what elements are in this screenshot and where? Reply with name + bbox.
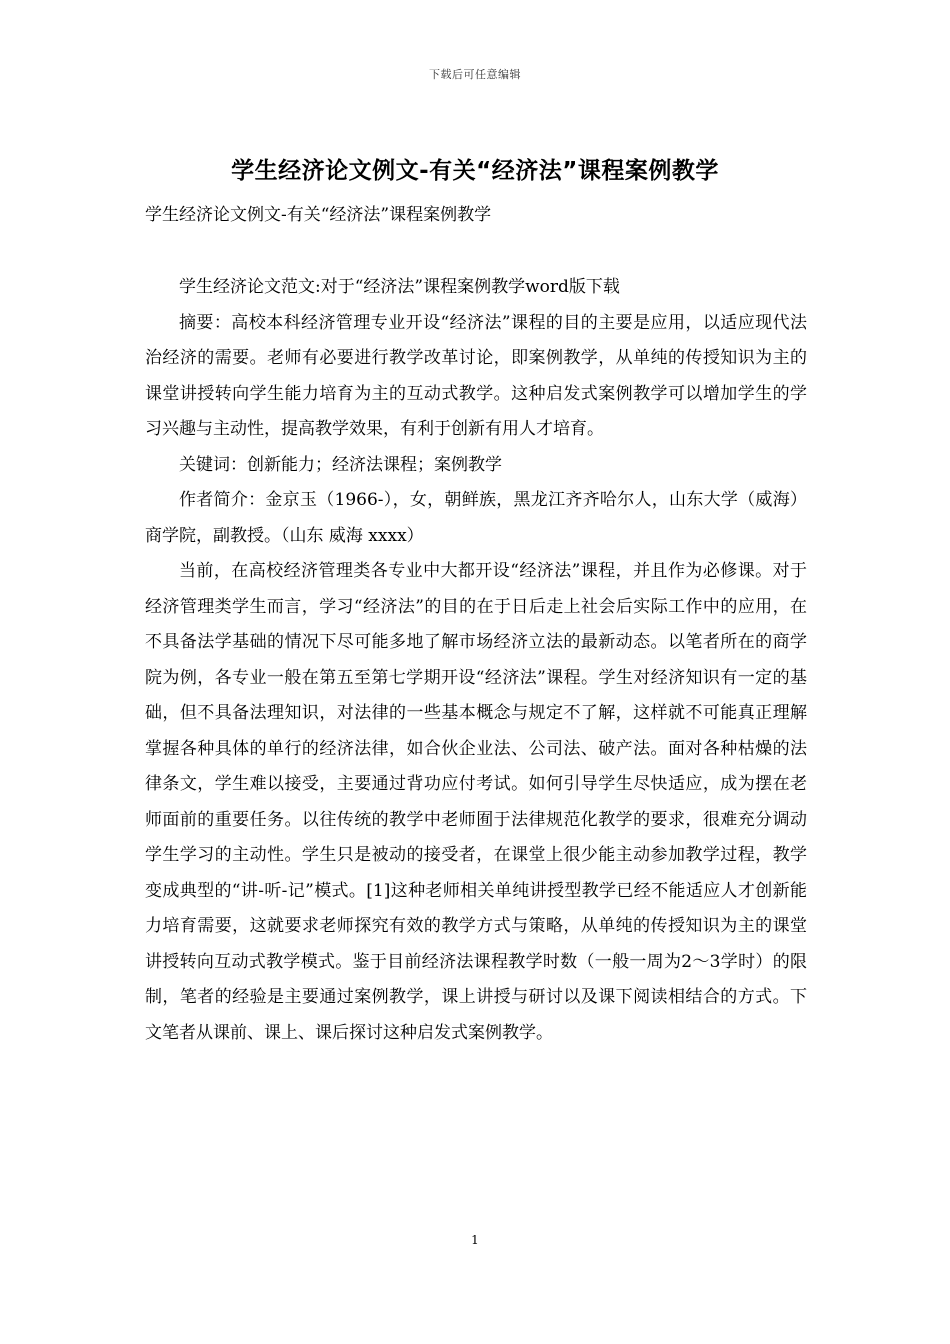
document-subtitle: 学生经济论文例文-有关“经济法”课程案例教学 bbox=[145, 205, 492, 225]
page-number: 1 bbox=[471, 1233, 479, 1247]
paragraph-abstract: 摘要：高校本科经济管理专业开设“经济法”课程的目的主要是应用，以适应现代法治经济的需要。老师有必要进行教学改革讨论，即案例教学，从单纯的传授知识为主的课堂讲授转向学生能力培育为主的互动式教学。这种启发式案例教学可以增加学生的学习兴趣与主动性，提高教学效果，有利于创新有用人才培育。 bbox=[145, 312, 807, 439]
paragraph-author: 作者简介：金京玉（1966-），女，朝鲜族，黑龙江齐齐哈尔人，山东大学（威海）商学院，副教授。（山东 威海 xxxx） bbox=[145, 490, 807, 546]
paragraph-source: 学生经济论文范文:对于“经济法”课程案例教学word版下载 bbox=[179, 277, 620, 297]
document-title: 学生经济论文例文-有关“经济法”课程案例教学 bbox=[231, 158, 719, 184]
document-body bbox=[145, 270, 807, 1051]
paragraph-main: 当前，在高校经济管理类各专业中大都开设“经济法”课程，并且作为必修课。对于经济管理类学生而言，学习“经济法”的目的在于日后走上社会后实际工作中的应用，在不具备法学基础的情况下尽可能多地了解市场经济立法的最新动态。以笔者所在的商学院为例，各专业一般在第五至第七学期开设“经济法”课程。学生对经济知识有一定的基础，但不具备法理知识，对法律的一些基本概念与规定不了解，这样就不可能真正理解掌握各种具体的单行的经济法律，如合伙企业法、公司法、破产法。面对各种枯燥的法律条文，学生难以接受，主要通过背功应付考试。如何引导学生尽快适应，成为摆在老师面前的重要任务。以往传统的教学中老师囿于法律规范化教学的要求，很难充分调动学生学习的主动性。学生只是被动的接受者，在课堂上很少能主动参加教学过程，教学变成典型的“讲-听-记”模式。[1]这种老师相关单纯讲授型教学已经不能适应人才创新能力培育需要，这就要求老师探究有效的教学方式与策略，从单纯的传授知识为主的课堂讲授转向互动式教学模式。鉴于目前经济法课程教学时数（一般一周为2～3学时）的限制，笔者的经验是主要通过案例教学，课上讲授与研讨以及课下阅读相结合的方式。下文笔者从课前、课上、课后探讨这种启发式案例教学。 bbox=[145, 561, 807, 1043]
paragraph-keywords: 关键词：创新能力；经济法课程；案例教学 bbox=[179, 454, 502, 475]
header-note: 下载后可任意编辑 bbox=[429, 68, 521, 81]
